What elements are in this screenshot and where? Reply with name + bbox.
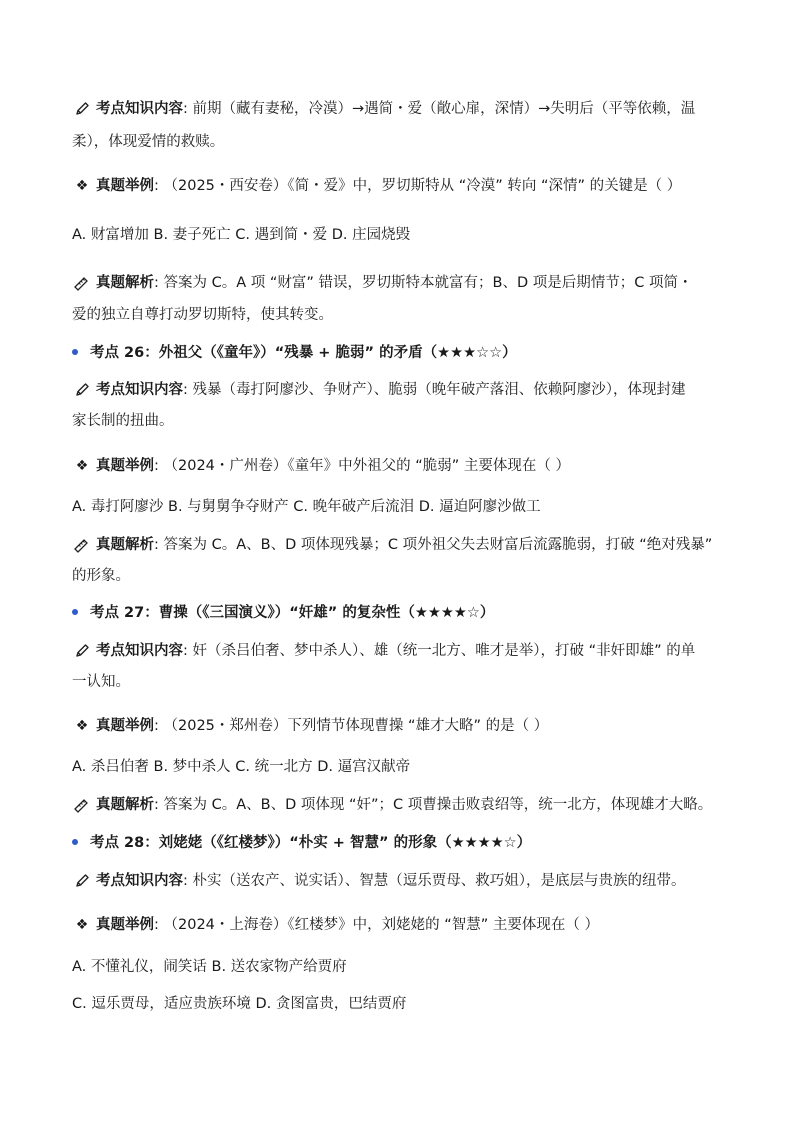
options-line: A. 不懂礼仪，闹笑话 B. 送农家物产给贾府 — [72, 959, 347, 975]
ruler-pencil-icon — [72, 537, 92, 553]
analysis-label: 真题解析 — [96, 275, 154, 291]
knowledge-line: 考点知识内容: 奸（杀吕伯奢、梦中杀人）、雄（统一北方、唯才是举），打破 “非奸即雄” 的单 — [72, 641, 695, 661]
bullet-dot-icon — [72, 839, 78, 845]
bullet-dot-icon — [72, 349, 78, 355]
diamond-icon: ❖ — [75, 458, 89, 474]
analysis-line: 真题解析: 答案为 C。A 项 “财富” 错误，罗切斯特本就富有；B、D 项是后期情节；C 项简・ — [72, 273, 692, 293]
analysis-line: 真题解析: 答案为 C。A、B、D 项体现残暴；C 项外祖父失去财富后流露脆弱，打破 “绝对残暴” — [72, 535, 712, 555]
pencil-icon — [72, 643, 92, 659]
ruler-pencil-icon — [72, 275, 92, 291]
knowledge-line: 考点知识内容: 朴实（送农产、说实话）、智慧（逗乐贾母、救巧姐），是底层与贵族的纽带。 — [72, 871, 686, 891]
pencil-icon — [72, 873, 92, 889]
analysis-text-cont: 爱的独立自尊打动罗切斯特，使其转变。 — [72, 307, 333, 323]
diamond-icon: ❖ — [75, 917, 89, 933]
analysis-text: 答案为 C。A 项 “财富” 错误，罗切斯特本就富有；B、D 项是后期情节；C 项简・ — [163, 275, 693, 291]
options-line: C. 逗乐贾母，适应贵族环境 D. 贪图富贵，巴结贾府 — [72, 996, 407, 1012]
knowledge-text-cont: 家长制的扭曲。 — [72, 413, 174, 429]
example-line: ❖ 真题举例: （2024・广州卷）《童年》中外祖父的 “脆弱” 主要体现在（ ） — [72, 456, 570, 476]
example-label: 真题举例 — [96, 178, 154, 194]
knowledge-text-cont: 一认知。 — [72, 674, 130, 690]
analysis-text-cont: 的形象。 — [72, 568, 130, 584]
example-question: （2025・西安卷）《简・爱》中，罗切斯特从 “冷漠” 转向 “深情” 的关键是（ ） — [163, 178, 682, 194]
knowledge-line: 考点知识内容: 前期（藏有妻秘，冷漠）→遇简・爱（敞心扉，深情）→失明后（平等依赖，温 — [72, 99, 695, 119]
section-26-heading: 考点 26：外祖父（《童年》）“残暴 + 脆弱” 的矛盾（★★★☆☆） — [72, 343, 517, 363]
ruler-pencil-icon — [72, 797, 92, 813]
knowledge-text: 前期（藏有妻秘，冷漠）→遇简・爱（敞心扉，深情）→失明后（平等依赖，温 — [192, 101, 696, 117]
knowledge-text-cont: 柔），体现爱情的救赎。 — [72, 134, 225, 150]
diamond-icon: ❖ — [75, 178, 89, 194]
section-28-heading: 考点 28：刘姥姥（《红楼梦》）“朴实 + 智慧” 的形象（★★★★☆） — [72, 833, 531, 853]
pencil-icon — [72, 382, 92, 398]
diamond-icon: ❖ — [75, 718, 89, 734]
example-line: ❖ 真题举例: （2025・西安卷）《简・爱》中，罗切斯特从 “冷漠” 转向 “深情” 的关键是（ ） — [72, 176, 681, 196]
knowledge-label: 考点知识内容 — [96, 101, 183, 117]
section-27-heading: 考点 27：曹操（《三国演义》）“奸雄” 的复杂性（★★★★☆） — [72, 603, 494, 623]
options-line: A. 杀吕伯奢 B. 梦中杀人 C. 统一北方 D. 逼宫汉献帝 — [72, 759, 411, 775]
options-line: A. 毒打阿廖沙 B. 与舅舅争夺财产 C. 晚年破产后流泪 D. 逼迫阿廖沙做工 — [72, 499, 541, 515]
knowledge-line: 考点知识内容: 残暴（毒打阿廖沙、争财产）、脆弱（晚年破产落泪、依赖阿廖沙），体现封建 — [72, 380, 686, 400]
options-line: A. 财富增加 B. 妻子死亡 C. 遇到简・爱 D. 庄园烧毁 — [72, 227, 411, 243]
bullet-dot-icon — [72, 609, 78, 615]
example-line: ❖ 真题举例: （2024・上海卷）《红楼梦》中，刘姥姥的 “智慧” 主要体现在（ ） — [72, 915, 599, 935]
analysis-line: 真题解析: 答案为 C。A、B、D 项体现 “奸”；C 项曹操击败袁绍等，统一北方，体现雄才大略。 — [72, 795, 712, 815]
example-line: ❖ 真题举例: （2025・郑州卷）下列情节体现曹操 “雄才大略” 的是（ ） — [72, 716, 548, 736]
pencil-icon — [72, 101, 92, 117]
